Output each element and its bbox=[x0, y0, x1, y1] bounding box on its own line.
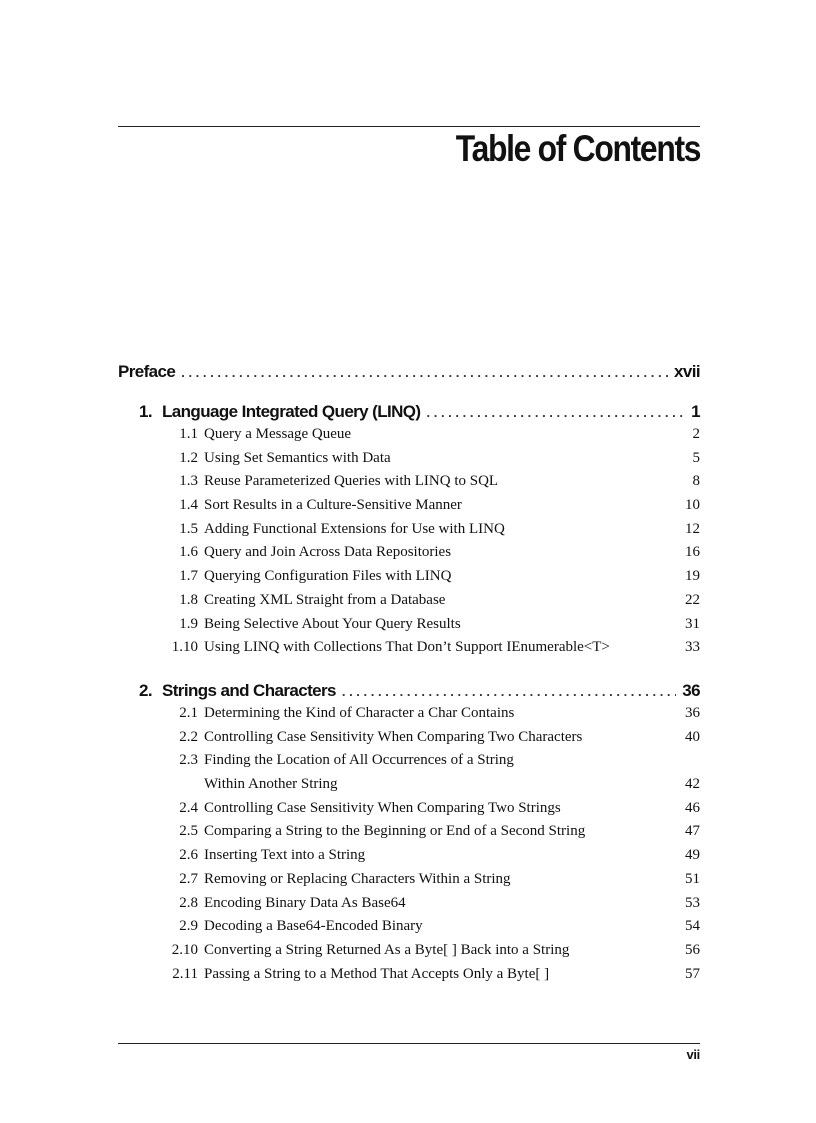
section-page: 5 bbox=[692, 449, 700, 466]
toc-section-row[interactable] bbox=[118, 752, 700, 776]
toc-section-row[interactable] bbox=[118, 823, 700, 847]
section-page: 10 bbox=[685, 497, 700, 514]
toc-section-row[interactable] bbox=[118, 871, 700, 895]
preface-page: xvii bbox=[674, 362, 700, 381]
section-title: Controlling Case Sensitivity When Comparing Two Characters bbox=[204, 728, 583, 745]
toc-section-row[interactable] bbox=[118, 544, 700, 568]
section-title: Inserting Text into a String bbox=[204, 847, 366, 864]
toc-page bbox=[118, 0, 700, 1123]
chapter-page: 1 bbox=[691, 402, 700, 421]
section-page: 49 bbox=[685, 847, 700, 864]
chapter-title: Strings and Characters bbox=[162, 681, 336, 700]
toc-section-row[interactable] bbox=[118, 729, 700, 753]
section-number: 1.3 bbox=[179, 473, 198, 490]
toc-section-row[interactable] bbox=[118, 592, 700, 616]
section-page: 57 bbox=[685, 965, 700, 982]
toc-chapter-1-row[interactable] bbox=[118, 402, 700, 424]
chapter-number: 1. bbox=[139, 402, 152, 421]
toc-section-row[interactable] bbox=[118, 966, 700, 990]
section-number: 2.7 bbox=[179, 870, 198, 887]
section-page: 19 bbox=[685, 568, 700, 585]
section-number: 1.2 bbox=[179, 449, 198, 466]
section-page: 51 bbox=[685, 870, 700, 887]
section-number: 1.7 bbox=[179, 568, 198, 585]
preface-label: Preface bbox=[118, 362, 176, 381]
toc-section-row[interactable] bbox=[118, 942, 700, 966]
section-number: 1.6 bbox=[179, 544, 198, 561]
section-title: Adding Functional Extensions for Use with LINQ bbox=[204, 520, 505, 537]
section-title: Reuse Parameterized Queries with LINQ to SQL bbox=[204, 473, 499, 490]
toc-section-row[interactable] bbox=[118, 895, 700, 919]
section-number: 2.11 bbox=[172, 965, 198, 982]
section-title: Using LINQ with Collections That Don’t Support IEnumerable<T> bbox=[204, 639, 610, 656]
section-title: Query and Join Across Data Repositories bbox=[204, 544, 452, 561]
section-page: 12 bbox=[685, 520, 700, 537]
section-number: 1.8 bbox=[179, 591, 198, 608]
section-title: Query a Message Queue bbox=[204, 426, 352, 442]
toc-preface-row[interactable] bbox=[118, 362, 700, 384]
page-folio: vii bbox=[686, 1047, 700, 1062]
section-number: 1.10 bbox=[171, 639, 198, 656]
section-title: Determining the Kind of Character a Char Contains bbox=[204, 705, 515, 721]
toc-section-row[interactable] bbox=[118, 639, 700, 663]
section-page: 47 bbox=[685, 823, 700, 840]
chapter-1-sections bbox=[118, 426, 700, 663]
toc-section-row[interactable] bbox=[118, 847, 700, 871]
section-title: Comparing a String to the Beginning or End of a Second String bbox=[204, 823, 586, 840]
section-page: 46 bbox=[685, 799, 700, 816]
dot-leader bbox=[427, 405, 686, 420]
toc-chapter-2-row[interactable] bbox=[118, 681, 700, 703]
section-title: Being Selective About Your Query Results bbox=[204, 615, 461, 632]
chapter-page: 36 bbox=[682, 681, 700, 700]
section-number: 1.1 bbox=[179, 426, 198, 442]
toc-section-row[interactable] bbox=[118, 568, 700, 592]
toc-section-row[interactable] bbox=[118, 776, 700, 800]
section-number: 2.10 bbox=[171, 941, 198, 958]
toc-section-row[interactable] bbox=[118, 705, 700, 729]
section-title: Sort Results in a Culture-Sensitive Manner bbox=[204, 497, 462, 514]
section-title: Decoding a Base64-Encoded Binary bbox=[204, 918, 423, 935]
section-number: 2.2 bbox=[179, 728, 198, 745]
section-page: 2 bbox=[692, 426, 700, 442]
section-number: 2.1 bbox=[179, 705, 198, 721]
toc-section-row[interactable] bbox=[118, 521, 700, 545]
section-number: 2.3 bbox=[179, 752, 198, 769]
top-rule bbox=[118, 126, 700, 127]
bottom-rule bbox=[118, 1043, 700, 1044]
section-title: Passing a String to a Method That Accepts Only a Byte[ ] bbox=[204, 965, 550, 982]
section-page: 22 bbox=[685, 591, 700, 608]
toc-section-row[interactable] bbox=[118, 616, 700, 640]
section-title: Using Set Semantics with Data bbox=[204, 449, 391, 466]
section-title: Creating XML Straight from a Database bbox=[204, 591, 446, 608]
section-title: Finding the Location of All Occurrences of a String bbox=[204, 752, 514, 769]
toc-section-row[interactable] bbox=[118, 473, 700, 497]
section-page: 33 bbox=[685, 639, 700, 656]
section-page: 8 bbox=[692, 473, 700, 490]
section-page: 36 bbox=[685, 705, 700, 721]
section-title: Converting a String Returned As a Byte[ ] Back into a String bbox=[204, 941, 570, 958]
section-title: Querying Configuration Files with LINQ bbox=[204, 568, 452, 585]
dot-leader bbox=[342, 684, 676, 699]
chapter-title: Language Integrated Query (LINQ) bbox=[162, 402, 421, 421]
section-number: 2.8 bbox=[179, 894, 198, 911]
section-page: 31 bbox=[685, 615, 700, 632]
section-number: 1.9 bbox=[179, 615, 198, 632]
section-number: 1.4 bbox=[179, 497, 198, 514]
section-page: 54 bbox=[685, 918, 700, 935]
section-title: Within Another String bbox=[204, 776, 338, 793]
dot-leader bbox=[181, 365, 668, 380]
section-page: 16 bbox=[685, 544, 700, 561]
section-title: Controlling Case Sensitivity When Comparing Two Strings bbox=[204, 799, 561, 816]
section-number: 2.5 bbox=[179, 823, 198, 840]
section-title: Encoding Binary Data As Base64 bbox=[204, 894, 406, 911]
toc-section-row[interactable] bbox=[118, 450, 700, 474]
section-page: 42 bbox=[685, 776, 700, 793]
section-number: 2.4 bbox=[179, 799, 198, 816]
section-page: 40 bbox=[685, 728, 700, 745]
toc-section-row[interactable] bbox=[118, 426, 700, 450]
section-page: 56 bbox=[685, 941, 700, 958]
section-number: 1.5 bbox=[179, 520, 198, 537]
section-number: 2.6 bbox=[179, 847, 198, 864]
chapter-number: 2. bbox=[139, 681, 152, 700]
chapter-2-sections bbox=[118, 705, 700, 989]
toc-section-row[interactable] bbox=[118, 800, 700, 824]
toc-section-row[interactable] bbox=[118, 497, 700, 521]
page-title: Table of Contents bbox=[455, 128, 700, 169]
section-page: 53 bbox=[685, 894, 700, 911]
section-number: 2.9 bbox=[179, 918, 198, 935]
toc-section-row[interactable] bbox=[118, 918, 700, 942]
section-title: Removing or Replacing Characters Within a String bbox=[204, 870, 511, 887]
